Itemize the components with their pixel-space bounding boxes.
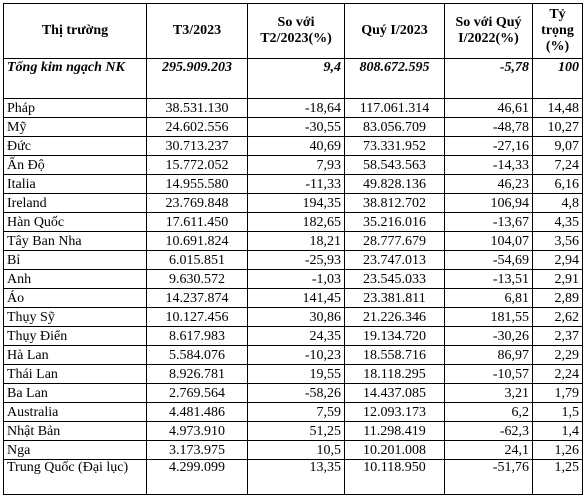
total-vs-feb: 9,4 bbox=[248, 59, 345, 99]
cell-q1-2023: 14.437.085 bbox=[345, 384, 445, 403]
cell-march-2023: 8.617.983 bbox=[147, 327, 248, 346]
cell-vs-feb-2023: -11,33 bbox=[248, 175, 345, 194]
total-q1: 808.672.595 bbox=[345, 59, 445, 99]
table-row bbox=[4, 346, 583, 365]
cell-market: Tây Ban Nha bbox=[4, 232, 147, 251]
cell-market: Italia bbox=[4, 175, 147, 194]
cell-q1-2023: 83.056.709 bbox=[345, 118, 445, 137]
header-market: Thị trường bbox=[4, 4, 147, 59]
cell-march-2023: 30.713.237 bbox=[147, 137, 248, 156]
cell-vs-feb-2023: 13,35 bbox=[248, 460, 345, 495]
cell-share: 7,24 bbox=[533, 156, 583, 175]
table-header-row bbox=[4, 4, 583, 59]
cell-market: Bỉ bbox=[4, 251, 147, 270]
cell-march-2023: 10.691.824 bbox=[147, 232, 248, 251]
cell-share: 1,79 bbox=[533, 384, 583, 403]
cell-march-2023: 8.926.781 bbox=[147, 365, 248, 384]
table-row bbox=[4, 270, 583, 289]
cell-share: 6,16 bbox=[533, 175, 583, 194]
cell-march-2023: 14.237.874 bbox=[147, 289, 248, 308]
table-row bbox=[4, 308, 583, 327]
cell-march-2023: 17.611.450 bbox=[147, 213, 248, 232]
cell-share: 4,35 bbox=[533, 213, 583, 232]
cell-vs-q1-2022: 6,2 bbox=[445, 403, 533, 422]
cell-share: 1,4 bbox=[533, 422, 583, 441]
cell-market: Thụy Điển bbox=[4, 327, 147, 346]
cell-share: 4,8 bbox=[533, 194, 583, 213]
cell-vs-q1-2022: 6,81 bbox=[445, 289, 533, 308]
table-row bbox=[4, 422, 583, 441]
table-row bbox=[4, 327, 583, 346]
header-vs-feb-2023: So với T2/2023(%) bbox=[248, 4, 345, 59]
total-vs-q1-2022: -5,78 bbox=[445, 59, 533, 99]
cell-march-2023: 5.584.076 bbox=[147, 346, 248, 365]
cell-q1-2023: 49.828.136 bbox=[345, 175, 445, 194]
cell-q1-2023: 10.118.950 bbox=[345, 460, 445, 495]
cell-q1-2023: 11.298.419 bbox=[345, 422, 445, 441]
cell-share: 2,91 bbox=[533, 270, 583, 289]
header-share: Tỷ trọng (%) bbox=[533, 4, 583, 59]
cell-vs-feb-2023: 19,55 bbox=[248, 365, 345, 384]
cell-q1-2023: 23.545.033 bbox=[345, 270, 445, 289]
cell-share: 2,24 bbox=[533, 365, 583, 384]
total-row bbox=[4, 59, 583, 99]
cell-vs-q1-2022: 181,55 bbox=[445, 308, 533, 327]
table-row bbox=[4, 384, 583, 403]
cell-vs-q1-2022: -30,26 bbox=[445, 327, 533, 346]
cell-vs-feb-2023: 18,21 bbox=[248, 232, 345, 251]
cell-q1-2023: 35.216.016 bbox=[345, 213, 445, 232]
cell-market: Hà Lan bbox=[4, 346, 147, 365]
cell-share: 1,25 bbox=[533, 460, 583, 495]
cell-q1-2023: 10.201.008 bbox=[345, 441, 445, 460]
cell-vs-feb-2023: -25,93 bbox=[248, 251, 345, 270]
cell-march-2023: 3.173.975 bbox=[147, 441, 248, 460]
cell-vs-q1-2022: 24,1 bbox=[445, 441, 533, 460]
cell-market: Thái Lan bbox=[4, 365, 147, 384]
table-row bbox=[4, 156, 583, 175]
cell-vs-q1-2022: -48,78 bbox=[445, 118, 533, 137]
cell-vs-feb-2023: 7,93 bbox=[248, 156, 345, 175]
header-march-2023: T3/2023 bbox=[147, 4, 248, 59]
cell-market: Anh bbox=[4, 270, 147, 289]
cell-q1-2023: 23.747.013 bbox=[345, 251, 445, 270]
cell-vs-q1-2022: -13,51 bbox=[445, 270, 533, 289]
table-row bbox=[4, 232, 583, 251]
table-row bbox=[4, 99, 583, 118]
cell-vs-feb-2023: -10,23 bbox=[248, 346, 345, 365]
cell-march-2023: 4.481.486 bbox=[147, 403, 248, 422]
cell-vs-q1-2022: 3,21 bbox=[445, 384, 533, 403]
cell-vs-q1-2022: -14,33 bbox=[445, 156, 533, 175]
cell-market: Pháp bbox=[4, 99, 147, 118]
cell-market: Australia bbox=[4, 403, 147, 422]
cell-market: Đức bbox=[4, 137, 147, 156]
cell-vs-q1-2022: -27,16 bbox=[445, 137, 533, 156]
cell-march-2023: 14.955.580 bbox=[147, 175, 248, 194]
cell-market: Ireland bbox=[4, 194, 147, 213]
cell-market: Áo bbox=[4, 289, 147, 308]
total-share: 100 bbox=[533, 59, 583, 99]
cell-q1-2023: 18.558.716 bbox=[345, 346, 445, 365]
cell-q1-2023: 28.777.679 bbox=[345, 232, 445, 251]
cell-vs-feb-2023: 141,45 bbox=[248, 289, 345, 308]
cell-march-2023: 9.630.572 bbox=[147, 270, 248, 289]
cell-vs-feb-2023: 51,25 bbox=[248, 422, 345, 441]
cell-vs-feb-2023: -30,55 bbox=[248, 118, 345, 137]
import-market-table bbox=[3, 3, 583, 495]
table-row bbox=[4, 460, 583, 495]
cell-share: 3,56 bbox=[533, 232, 583, 251]
cell-market: Nga bbox=[4, 441, 147, 460]
cell-vs-q1-2022: -10,57 bbox=[445, 365, 533, 384]
cell-march-2023: 38.531.130 bbox=[147, 99, 248, 118]
cell-vs-q1-2022: -51,76 bbox=[445, 460, 533, 495]
cell-share: 1,5 bbox=[533, 403, 583, 422]
table-body bbox=[4, 59, 583, 495]
cell-march-2023: 2.769.564 bbox=[147, 384, 248, 403]
cell-vs-q1-2022: 104,07 bbox=[445, 232, 533, 251]
table-row bbox=[4, 289, 583, 308]
cell-vs-feb-2023: 10,5 bbox=[248, 441, 345, 460]
cell-vs-q1-2022: 46,23 bbox=[445, 175, 533, 194]
cell-march-2023: 6.015.851 bbox=[147, 251, 248, 270]
cell-vs-q1-2022: 106,94 bbox=[445, 194, 533, 213]
cell-march-2023: 4.299.099 bbox=[147, 460, 248, 495]
cell-market: Trung Quốc (Đại lục) bbox=[4, 460, 147, 495]
cell-share: 2,94 bbox=[533, 251, 583, 270]
table-row bbox=[4, 118, 583, 137]
cell-vs-feb-2023: 24,35 bbox=[248, 327, 345, 346]
cell-march-2023: 10.127.456 bbox=[147, 308, 248, 327]
table-row bbox=[4, 403, 583, 422]
cell-q1-2023: 73.331.952 bbox=[345, 137, 445, 156]
table-row bbox=[4, 441, 583, 460]
table-row bbox=[4, 194, 583, 213]
total-march: 295.909.203 bbox=[147, 59, 248, 99]
cell-market: Ba Lan bbox=[4, 384, 147, 403]
cell-market: Mỹ bbox=[4, 118, 147, 137]
cell-share: 2,62 bbox=[533, 308, 583, 327]
cell-vs-feb-2023: 182,65 bbox=[248, 213, 345, 232]
cell-market: Nhật Bản bbox=[4, 422, 147, 441]
cell-market: Hàn Quốc bbox=[4, 213, 147, 232]
cell-market: Ấn Độ bbox=[4, 156, 147, 175]
cell-share: 1,26 bbox=[533, 441, 583, 460]
cell-march-2023: 24.602.556 bbox=[147, 118, 248, 137]
cell-q1-2023: 23.381.811 bbox=[345, 289, 445, 308]
cell-march-2023: 15.772.052 bbox=[147, 156, 248, 175]
import-market-table-container bbox=[3, 3, 583, 495]
table-row bbox=[4, 365, 583, 384]
cell-share: 10,27 bbox=[533, 118, 583, 137]
table-row bbox=[4, 137, 583, 156]
cell-share: 9,07 bbox=[533, 137, 583, 156]
cell-vs-feb-2023: 40,69 bbox=[248, 137, 345, 156]
cell-q1-2023: 38.812.702 bbox=[345, 194, 445, 213]
cell-q1-2023: 12.093.173 bbox=[345, 403, 445, 422]
cell-vs-q1-2022: 86,97 bbox=[445, 346, 533, 365]
cell-march-2023: 4.973.910 bbox=[147, 422, 248, 441]
table-row bbox=[4, 251, 583, 270]
header-q1-2023: Quý I/2023 bbox=[345, 4, 445, 59]
table-row bbox=[4, 175, 583, 194]
cell-q1-2023: 21.226.346 bbox=[345, 308, 445, 327]
header-vs-q1-2022: So với Quý I/2022(%) bbox=[445, 4, 533, 59]
cell-vs-q1-2022: -13,67 bbox=[445, 213, 533, 232]
cell-share: 2,29 bbox=[533, 346, 583, 365]
table-row bbox=[4, 213, 583, 232]
cell-vs-q1-2022: -62,3 bbox=[445, 422, 533, 441]
cell-market: Thụy Sỹ bbox=[4, 308, 147, 327]
cell-vs-q1-2022: -54,69 bbox=[445, 251, 533, 270]
total-label: Tổng kim ngạch NK bbox=[4, 59, 147, 99]
cell-vs-feb-2023: -18,64 bbox=[248, 99, 345, 118]
cell-vs-feb-2023: -58,26 bbox=[248, 384, 345, 403]
cell-q1-2023: 58.543.563 bbox=[345, 156, 445, 175]
cell-vs-feb-2023: 30,86 bbox=[248, 308, 345, 327]
cell-q1-2023: 19.134.720 bbox=[345, 327, 445, 346]
cell-vs-feb-2023: 7,59 bbox=[248, 403, 345, 422]
cell-q1-2023: 18.118.295 bbox=[345, 365, 445, 384]
cell-vs-feb-2023: -1,03 bbox=[248, 270, 345, 289]
cell-share: 2,37 bbox=[533, 327, 583, 346]
cell-q1-2023: 117.061.314 bbox=[345, 99, 445, 118]
cell-vs-feb-2023: 194,35 bbox=[248, 194, 345, 213]
cell-share: 2,89 bbox=[533, 289, 583, 308]
cell-vs-q1-2022: 46,61 bbox=[445, 99, 533, 118]
cell-march-2023: 23.769.848 bbox=[147, 194, 248, 213]
cell-share: 14,48 bbox=[533, 99, 583, 118]
